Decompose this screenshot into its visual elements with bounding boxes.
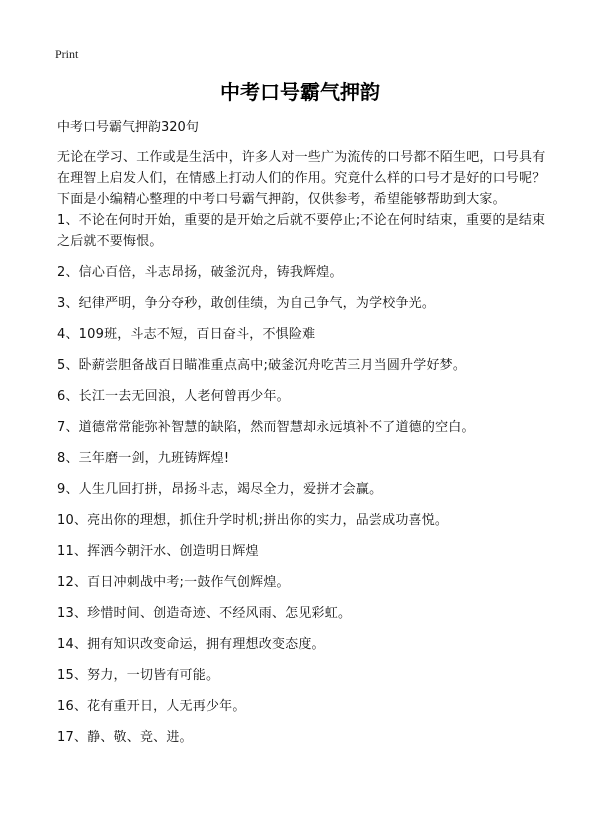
slogan-list	[57, 210, 549, 758]
list-item: 9、人生几回打拼，昂扬斗志，竭尽全力，爱拼才会赢。	[57, 482, 383, 497]
list-item: 15、努力，一切皆有可能。	[57, 668, 220, 683]
list-item: 10、亮出你的理想，抓住升学时机;拼出你的实力，品尝成功喜悦。	[57, 513, 449, 528]
list-item: 14、拥有知识改变命运，拥有理想改变态度。	[57, 637, 325, 652]
list-item: 8、三年磨一剑，九班铸辉煌!	[57, 451, 230, 466]
intro-paragraph: 无论在学习、工作或是生活中，许多人对一些广为流传的口号都不陌生吧，口号具有在理智上启发人们，在情感上打动人们的作用。究竟什么样的口号才是好的口号呢？下面是小编精心整理的中考口号霸气押韵，仅供参考，希望能够帮助到大家。	[57, 150, 546, 207]
list-item: 4、109班，斗志不短，百日奋斗，不惧险难	[57, 327, 316, 342]
list-item: 13、珍惜时间、创造奇迹、不经风雨、怎见彩虹。	[57, 606, 352, 621]
print-link[interactable]: Print	[55, 47, 79, 61]
subtitle: 中考口号霸气押韵320句	[57, 120, 199, 135]
list-item: 5、卧薪尝胆备战百日瞄准重点高中;破釜沉舟吃苦三月当圆升学好梦。	[57, 358, 467, 373]
list-item: 16、花有重开日，人无再少年。	[57, 699, 246, 714]
list-item: 3、纪律严明，争分夺秒，敢创佳绩，为自己争气，为学校争光。	[57, 296, 436, 311]
list-item: 1、不论在何时开始，重要的是开始之后就不要停止;不论在何时结束，重要的是结束之后就不要悔恨。	[57, 213, 546, 249]
list-item: 12、百日冲刺战中考;一鼓作气创辉煌。	[57, 575, 290, 590]
list-item: 6、长江一去无回浪，人老何曾再少年。	[57, 389, 290, 404]
list-item: 17、静、敬、竞、进。	[57, 730, 193, 745]
list-item: 7、道德常常能弥补智慧的缺陷，然而智慧却永远填补不了道德的空白。	[57, 420, 475, 435]
list-item: 2、信心百倍，斗志昂扬，破釜沉舟，铸我辉煌。	[57, 265, 343, 280]
list-item: 11、挥洒今朝汗水、创造明日辉煌	[57, 544, 259, 559]
page-title: 中考口号霸气押韵	[220, 80, 380, 104]
